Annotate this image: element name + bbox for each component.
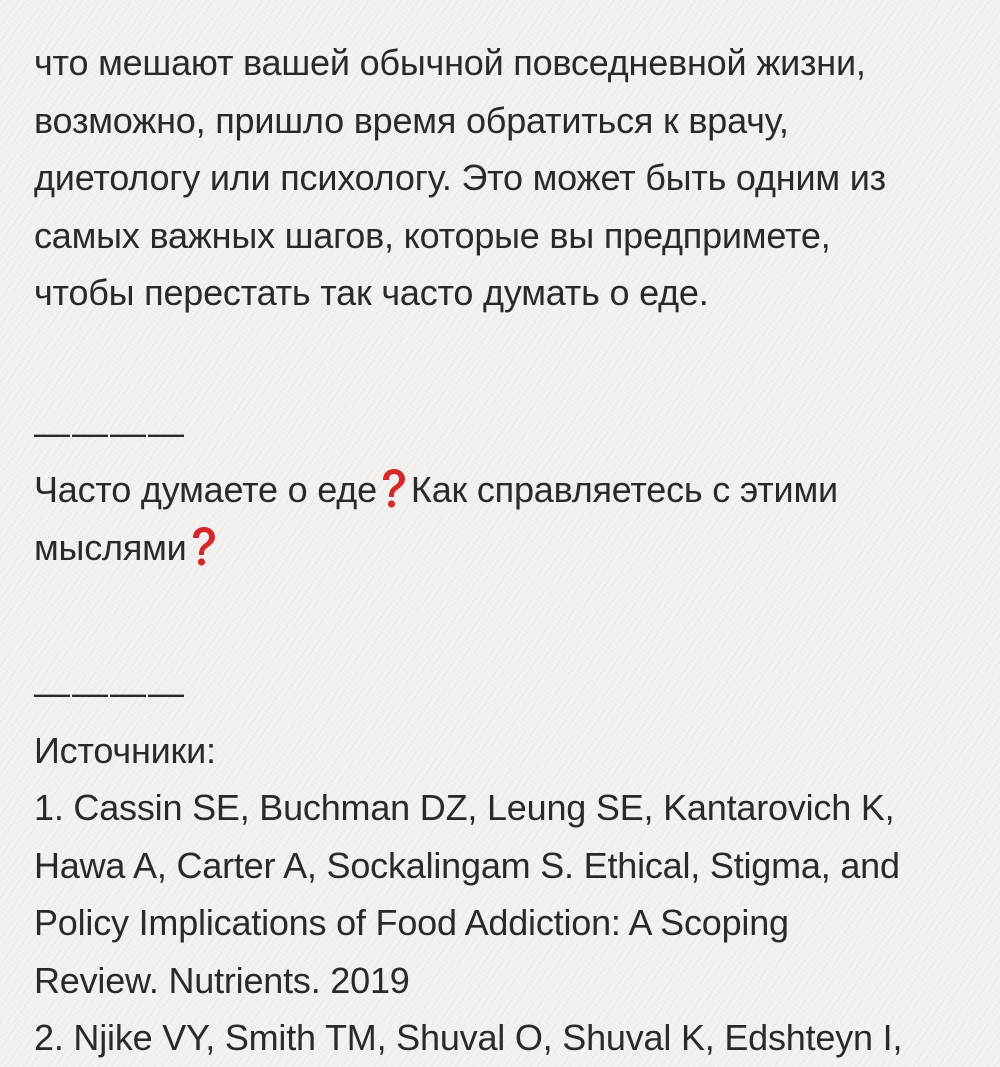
question-text: Часто думаете о еде xyxy=(34,469,377,510)
question-line-2 xyxy=(34,519,974,577)
question-text: Как справляетесь с этими xyxy=(410,469,838,510)
paragraph-line: самых важных шагов, которые вы предпримете, xyxy=(34,214,831,256)
source-line: 1. Cassin SE, Buchman DZ, Leung SE, Kantarovich K, xyxy=(34,787,895,828)
question-block xyxy=(34,461,974,576)
source-line: 2. Njike VY, Smith TM, Shuval O, Shuval K, Edshteyn I, xyxy=(34,1017,903,1058)
sources-heading: Источники: xyxy=(34,729,216,771)
source-line: Hawa A, Carter A, Sockalingam S. Ethical, Stigma, and xyxy=(34,844,900,886)
paragraph-line: возможно, пришло время обратиться к врачу, xyxy=(34,99,789,141)
sources-section xyxy=(34,722,974,1067)
source-line: Review. Nutrients. 2019 xyxy=(34,959,410,1001)
paragraph-line: что мешают вашей обычной повседневной жизни, xyxy=(34,42,866,83)
question-line-1 xyxy=(34,461,974,519)
red-question-mark-icon xyxy=(189,526,217,568)
divider-line: ———— xyxy=(34,672,186,713)
paragraph-line: чтобы перестать так часто думать о еде. xyxy=(34,272,709,313)
intro-paragraph xyxy=(34,34,974,322)
divider-line: ———— xyxy=(34,411,186,453)
red-question-mark-icon xyxy=(379,468,407,510)
source-line: Policy Implications of Food Addiction: A Scoping xyxy=(34,902,789,943)
question-text: мыслями xyxy=(34,526,187,568)
document-page xyxy=(34,34,974,1067)
paragraph-line: диетологу или психологу. Это может быть одним из xyxy=(34,157,886,198)
